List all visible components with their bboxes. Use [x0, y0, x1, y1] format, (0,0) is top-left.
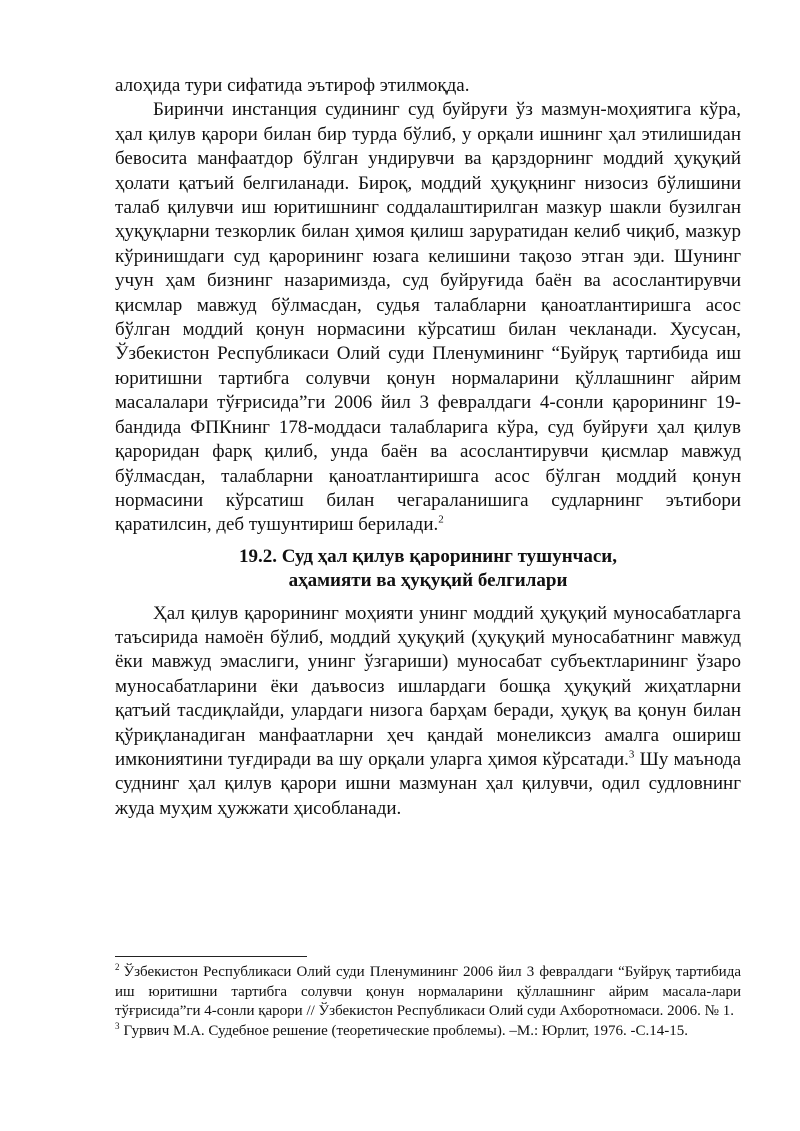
footnote-ref-3[interactable]: 3 [628, 748, 635, 761]
paragraph-text: алоҳида тури сифатида эътироф этилмоқда. [115, 75, 470, 96]
footnote-mark: 2 [115, 962, 120, 972]
section-heading-line-2: аҳамияти ва ҳуқуқий белгилари [288, 570, 568, 592]
footnote-text: Гурвич М.А. Судебное решение (теоретические проблемы). –М.: Юрлит, 1976. -С.14-15. [123, 1022, 689, 1039]
footnote-3 [115, 1022, 741, 1042]
section-heading-line-1: 19.2. Суд ҳал қилув қарорининг тушунчаси, [239, 545, 617, 567]
main-text [115, 74, 741, 821]
paragraph-text: Биринчи инстанция судининг суд буйруғи ўз мазмун-моҳиятига кўра, ҳал қилув қарори билан бир турда бўлиб, у орқали ишнинг ҳал этилишидан бевосита манфаатдор бўлган ундирувчи ва қарздорнинг моддий ҳуқуқий ҳолати қатъий белгиланади. Бироқ, моддий ҳуқуқнинг низосиз бўлишини талаб қилувчи иш юритишнинг соддалаштирилган мазкур шакли бузилган ҳуқуқларни тезкорлик билан ҳимоя қилиш заруратидан келиб чиқиб, мазкур кўринишдаги суд қарорининг юзага келишини тақозо этган эди. Шунинг учун ҳам бизнинг назаримизда, суд буйруғида баён ва асослантирувчи қисмлар мавжуд бўлмасдан, судья талабларни қаноатлантиришга асос бўлган моддий қонун нормасини кўрсатиш билан чекланади. Хусусан, Ўзбекистон Республикаси Олий суди Пленумининг “Буйруқ тартибида иш юритишни тартибга солувчи қонун нормаларини қўллашнинг айрим масалалари тўғрисида”ги 2006 йил 3 февралдаги 4-сонли қарорининг 19-бандида ФПКнинг 178-моддаси талабларига кўра, суд буйруғи ҳал қилув қароридан фарқ қилиб, унда баён ва асослантирувчи қисмлар мавжуд бўлмасдан, талабларни қаноатлантиришга асос бўлган моддий қонун нормасини кўрсатиш билан чегараланишига судларнинг эътибори қаратилсин, деб тушунтириш берилади. [115, 99, 741, 536]
footnote-ref-2[interactable]: 2 [438, 513, 444, 526]
paragraph-court-order [115, 98, 741, 537]
footnote-text: Ўзбекистон Республикаси Олий суди Пленумининг 2006 йил 3 февралдаги “Буйруқ тартибида иш юритишни тартибга солувчи қонун нормаларини қўллашнинг айрим масала-лари тўғрисида”ги 4-сонли қарори // Ўзбекистон Республикаси Олий суди Ахборотномаси. 2006. № 1. [115, 964, 741, 1019]
paragraph-text: Ҳал қилув қарорининг моҳияти унинг моддий ҳуқуқий муносабатларга таъсирида намоён бўлиб, моддий ҳуқуқий (ҳуқуқий муносабатнинг мавжуд ёки мавжуд эмаслиги, унинг ўзгариши) муносабат субъектларининг ўзаро муносабатларини ёки даъвосиз ишлардаги бошқа ҳуқуқий жиҳатларни қатъий тасдиқлайди, улардаги низога барҳам беради, ҳуқуқ ва қонун билан қўриқланадиган манфаатларни ҳеч қандай монеликсиз амалга ошириш имкониятини туғдиради ва шу орқали уларга ҳимоя кўрсатади. [115, 602, 741, 770]
paragraph-continuation [115, 74, 741, 98]
paragraph-text: Шу маънода суднинг ҳал қилув қарори ишни мазмунан ҳал қилувчи, одил судловнинг жуда муҳим ҳужжати ҳисобланади. [115, 748, 741, 819]
footnote-separator [115, 956, 307, 957]
footnotes [115, 963, 741, 1041]
paragraph-decision-essence [115, 602, 741, 822]
section-heading [115, 545, 741, 594]
footnote-mark: 3 [115, 1020, 120, 1031]
footnote-2 [115, 963, 741, 1022]
